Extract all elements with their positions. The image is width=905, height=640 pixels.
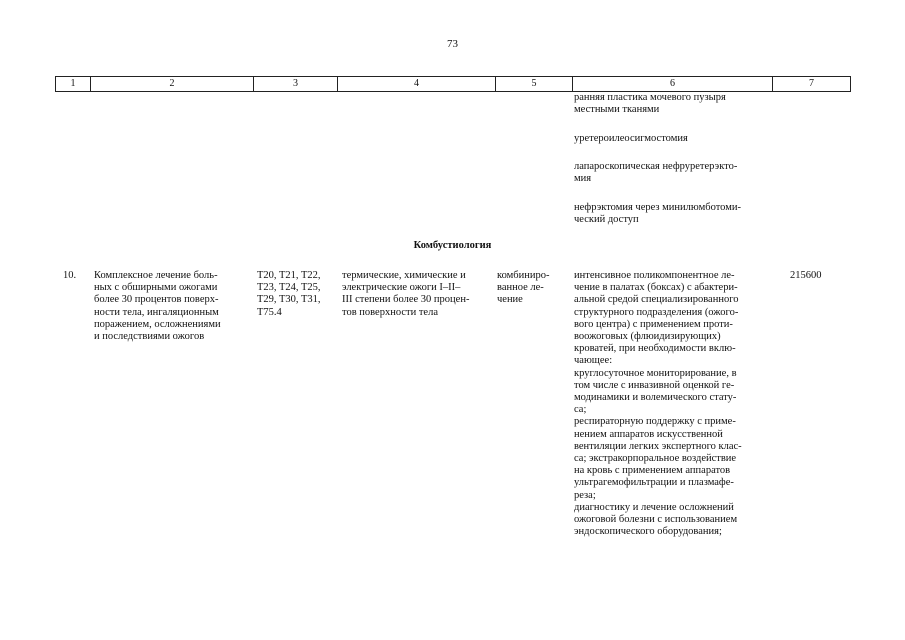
text-line: уретероилеосигмостомия <box>574 133 688 144</box>
text-line: лапароскопическая нефруретерэкто- <box>574 161 738 172</box>
prev-procedure-1 <box>574 92 769 116</box>
text-line: диагностику и лечение осложнений <box>574 501 734 513</box>
header-col-4: 4 <box>337 77 495 91</box>
text-line: структурного подразделения (ожого- <box>574 306 739 318</box>
text-line: поражением, осложнениями <box>94 318 221 330</box>
row-col6-method <box>574 270 772 538</box>
prev-procedure-2 <box>574 133 769 145</box>
text-line: альной средой специализированного <box>574 294 739 306</box>
text-line: местными тканями <box>574 104 660 116</box>
text-line: воожоговых (флюидизирующих) <box>574 331 721 343</box>
row-col4-model <box>342 270 490 319</box>
text-line: комбиниро- <box>497 270 550 281</box>
text-line: T20, T21, T22, <box>257 270 321 281</box>
header-col-6: 6 <box>572 77 772 91</box>
text-line: ных с обширными ожогами <box>94 282 218 294</box>
text-line: ности тела, ингаляционным <box>94 306 219 318</box>
text-line: на кровь с применением аппаратов <box>574 465 731 477</box>
text-line: нефрэктомия через минилюмботоми- <box>574 202 741 213</box>
table-header-row <box>55 76 851 92</box>
text-line: са; <box>574 404 587 416</box>
text-line: интенсивное поликомпонентное ле- <box>574 270 735 281</box>
prev-procedure-4 <box>574 202 769 226</box>
text-line: T23, T24, T25, <box>257 282 321 294</box>
prev-procedure-3 <box>574 161 769 185</box>
text-line: кроватей, при необходимости вклю- <box>574 343 736 355</box>
text-line: вентиляции легких экспертного клас- <box>574 440 742 452</box>
text-line: ческий доступ <box>574 214 639 226</box>
text-line: ванное ле- <box>497 282 544 294</box>
text-line: мия <box>574 173 592 185</box>
header-col-1: 1 <box>55 77 90 91</box>
text-line: эндоскопического оборудования; <box>574 526 722 538</box>
text-line: T29, T30, T31, <box>257 294 321 306</box>
text-line: нением аппаратов искусственной <box>574 428 723 440</box>
row-number: 10. <box>63 270 77 281</box>
text-line: респираторную поддержку с приме- <box>574 416 736 428</box>
page-number: 73 <box>447 38 458 50</box>
text-line: ультрагемофильтрации и плазмафе- <box>574 477 734 489</box>
text-line: чение в палатах (боксах) с абактери- <box>574 282 738 294</box>
header-col-2: 2 <box>90 77 253 91</box>
row-col3-codes <box>257 270 333 319</box>
text-line: III степени более 30 процен- <box>342 294 470 306</box>
text-line: круглосуточное мониторирование, в <box>574 367 737 379</box>
header-col-7: 7 <box>772 77 851 91</box>
text-line: ранняя пластика мочевого пузыря <box>574 92 726 103</box>
text-line: и последствиями ожогов <box>94 331 205 343</box>
text-line: модинамики и волемического стату- <box>574 392 737 404</box>
header-col-5: 5 <box>495 77 572 91</box>
text-line: T75.4 <box>257 306 282 318</box>
text-line: Комплексное лечение боль- <box>94 270 218 281</box>
row-col7-cost: 215600 <box>790 270 822 281</box>
text-line: чение <box>497 294 523 306</box>
text-line: более 30 процентов поверх- <box>94 294 219 306</box>
text-line: электрические ожоги I–II– <box>342 282 461 294</box>
row-col2-name <box>94 270 244 343</box>
text-line: реза; <box>574 489 596 501</box>
text-line: термические, химические и <box>342 270 466 281</box>
text-line: чающее: <box>574 355 613 367</box>
text-line: том числе с инвазивной оценкой ге- <box>574 379 735 391</box>
section-title: Комбустиология <box>413 240 492 251</box>
text-line: тов поверхности тела <box>342 306 438 318</box>
header-col-3: 3 <box>253 77 337 91</box>
text-line: са; экстракорпоральное воздействие <box>574 453 737 465</box>
text-line: ожоговой болезни с использованием <box>574 514 738 526</box>
text-line: вого центра) с применением проти- <box>574 318 733 330</box>
row-col5-treatment <box>497 270 567 307</box>
